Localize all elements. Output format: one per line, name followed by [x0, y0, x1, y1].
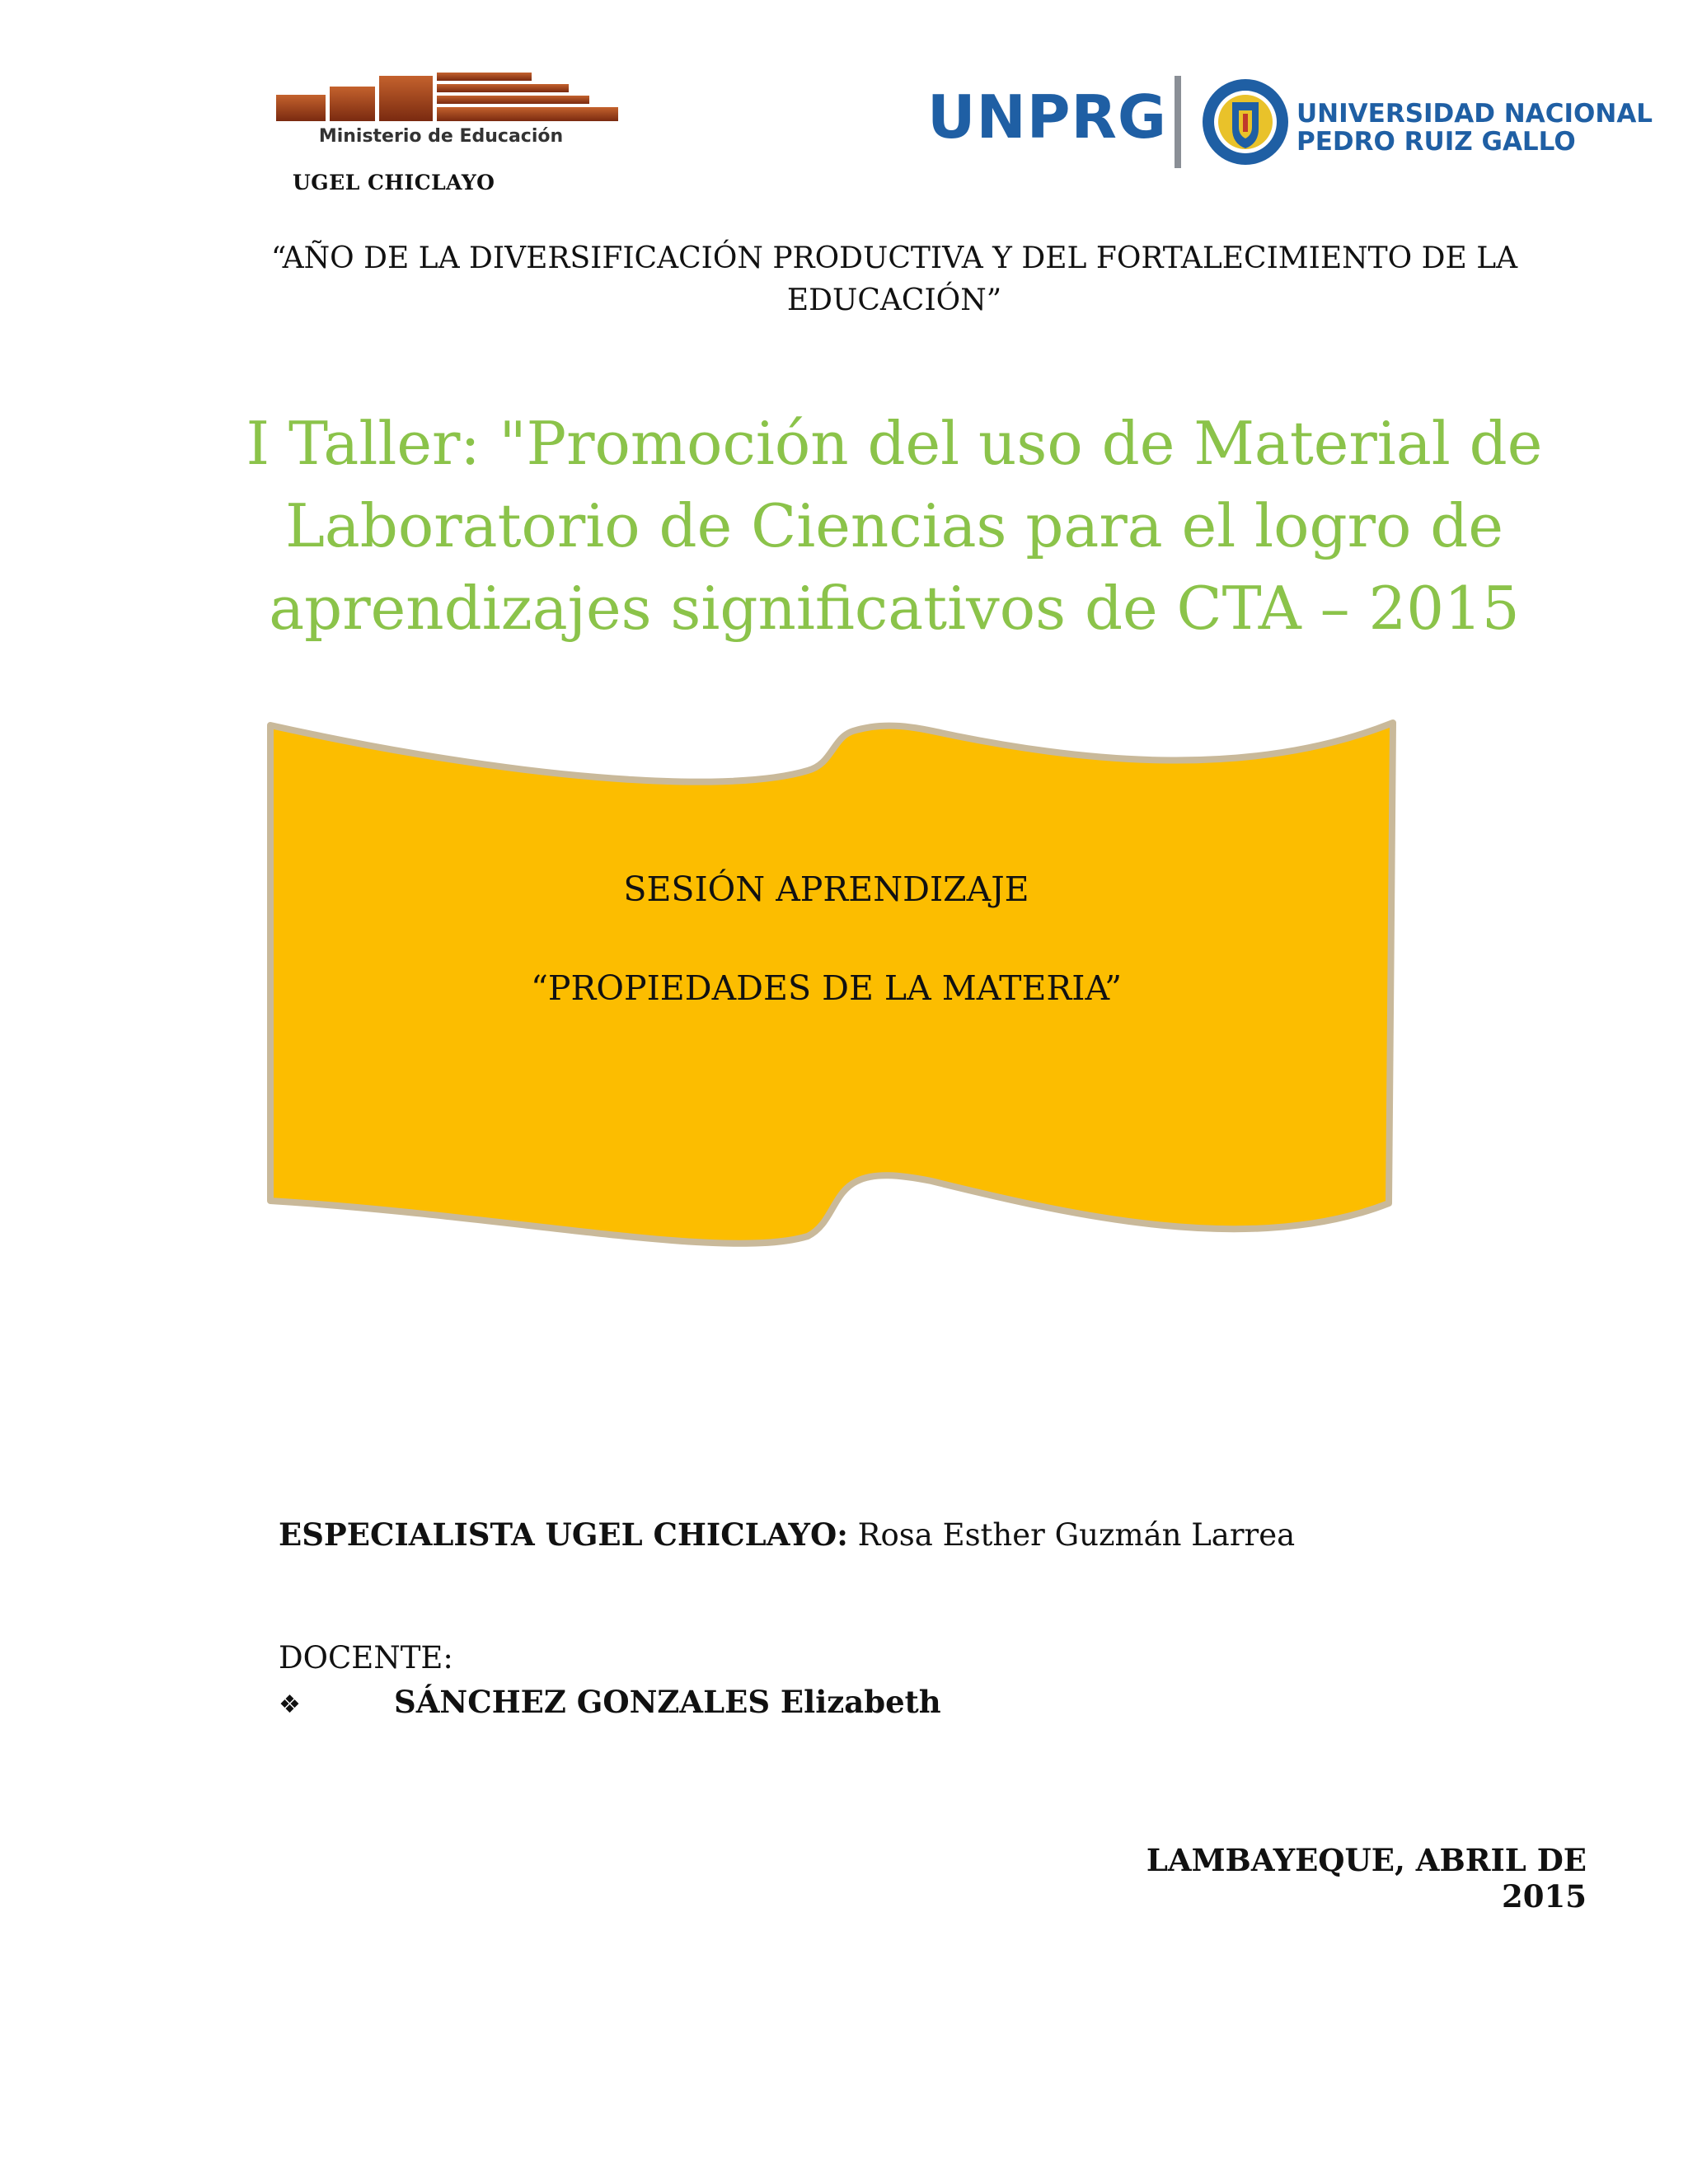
place-date: LAMBAYEQUE, ABRIL DE 2015 [1146, 1842, 1587, 1915]
ugel-label: UGEL CHICLAYO [293, 171, 495, 194]
specialist-line [279, 1516, 1295, 1553]
university-seal-icon [1201, 77, 1290, 166]
specialist-name: Rosa Esther Guzmán Larrea [847, 1517, 1296, 1553]
unprg-logo [927, 74, 1653, 173]
motto-line1: “AÑO DE LA DIVERSIFICACIÓN PRODUCTIVA Y DEL FORTALECIMIENTO DE LA [270, 241, 1518, 275]
university-name-line2: PEDRO RUIZ GALLO [1296, 127, 1576, 157]
unprg-acronym: UNPRG [927, 82, 1168, 152]
university-name-line1: UNIVERSIDAD NACIONAL [1296, 99, 1653, 129]
topic-label: “PROPIEDADES DE LA MATERIA” [530, 968, 1123, 1008]
specialist-label: ESPECIALISTA UGEL CHICLAYO: [279, 1516, 848, 1553]
motto-line2: EDUCACIÓN” [786, 284, 1002, 317]
session-label: SESIÓN APRENDIZAJE [623, 869, 1029, 909]
logo-divider [1175, 76, 1181, 168]
title-line3: aprendizajes significativos de CTA – 2015 [269, 574, 1520, 643]
year-motto [223, 237, 1566, 321]
workshop-title [198, 402, 1591, 649]
teacher-row [279, 1684, 941, 1720]
title-line2: Laboratorio de Ciencias para el logro de [285, 491, 1503, 560]
diamond-bullet-icon: ❖ [279, 1690, 301, 1719]
ministerio-de-educacion-logo [251, 66, 631, 148]
teacher-name: SÁNCHEZ GONZALES Elizabeth [394, 1684, 941, 1720]
docente-label: DOCENTE: [279, 1640, 453, 1675]
title-line1: I Taller: "Promoción del uso de Material de [246, 409, 1543, 478]
ministerio-caption: Ministerio de Educación [318, 126, 564, 147]
